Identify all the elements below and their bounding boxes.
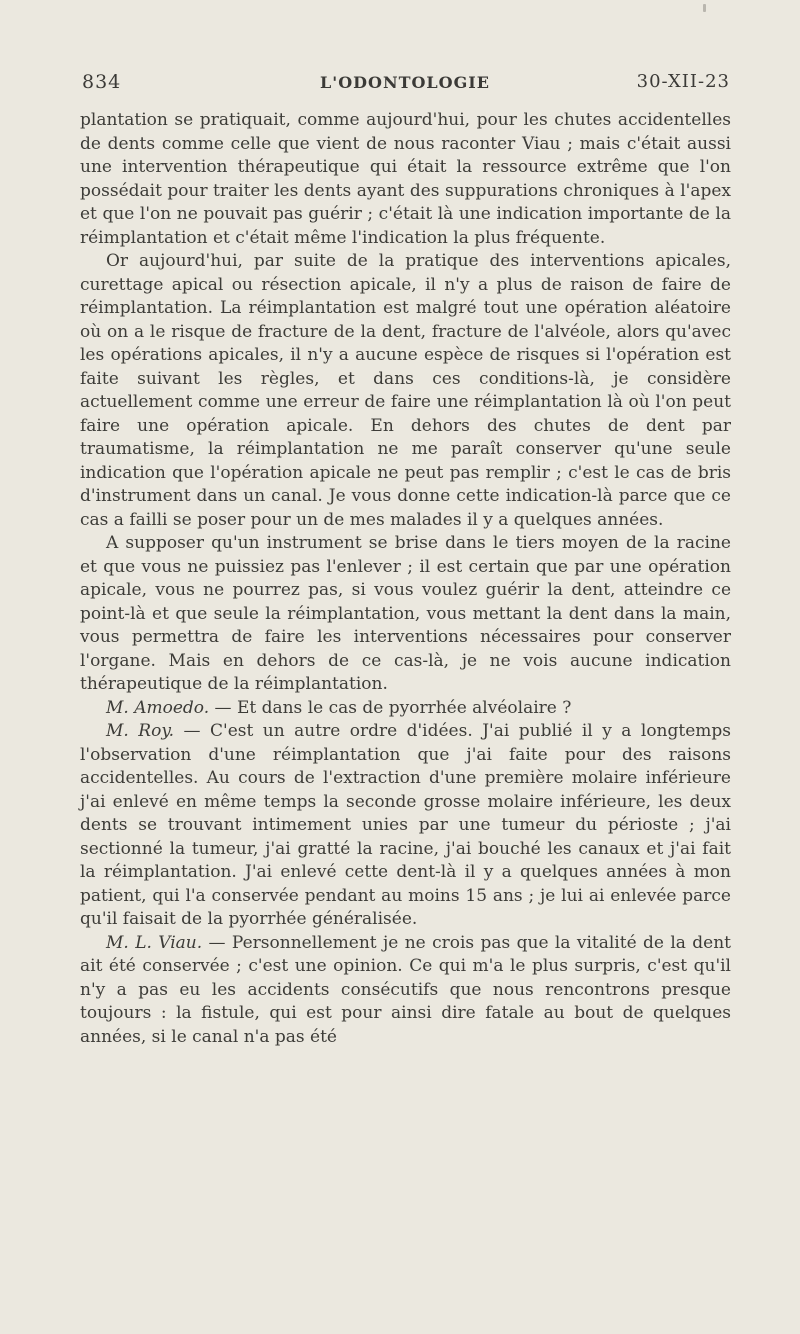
page-number: 834	[82, 71, 122, 93]
paragraph-5	[80, 720, 731, 932]
scan-speck	[703, 4, 706, 12]
paragraph-1	[80, 109, 731, 250]
paragraph-4	[80, 697, 731, 721]
paragraph-text: A supposer qu'un instrument se brise dans le tiers moyen de la racine et que vous ne puissiez pas l'enlever ; il est certain que par une opération apicale, vous ne pourrez pas, si vous voulez guérir la dent, atteindre ce point-là et que seule la réimplantation, vous mettant la dent dans la main, vous permettra de faire les interventions nécessaires pour conserver l'organe. Mais en dehors de ce cas-là, je ne vois aucune indication thérapeutique de la réimplantation.	[80, 533, 731, 694]
paragraph-text: — C'est un autre ordre d'idées. J'ai publié il y a longtemps l'observation d'une réimplantation que j'ai faite pour des raisons accidentelles. Au cours de l'extraction d'une première molaire inférieure j'ai enlevé en même temps la seconde grosse molaire inférieure, les deux dents se trouvant intimement unies par une tumeur du périoste ; j'ai sectionné la tumeur, j'ai gratté la racine, j'ai bouché les canaux et j'ai fait la réimplantation. J'ai enlevé cette dent-là il y a quelques années à mon patient, qui l'a conservée pendant au moins 15 ans ; je lui ai enlevée parce qu'il faisait de la pyorrhée généralisée.	[80, 721, 732, 929]
paragraph-2	[80, 250, 731, 532]
paragraph-6	[80, 932, 731, 1050]
speaker-name: M. Roy.	[106, 721, 175, 741]
paragraph-text: — Personnellement je ne crois pas que la vitalité de la dent ait été conservée ; c'est une opinion. Ce qui m'a le plus surpris, c'est qu'il n'y a pas eu les accidents consécutifs que nous rencontrons presque toujours : la fistule, qui est pour ainsi dire fatale au bout de quelques années, si le canal n'a pas été	[80, 932, 731, 1047]
paragraph-text: Or aujourd'hui, par suite de la pratique des interventions apicales, curettage apical ou résection apicale, il n'y a plus de raison de faire de réimplantation. La réimplantation est malgré tout une opération aléatoire où on a le risque de fracture de la dent, fracture de l'alvéole, alors qu'avec les opérations apicales, il n'y a aucune espèce de risques si l'opération est faite suivant les règles, et dans ces conditions-là, je considère actuellement comme une erreur de faire une réimplantation là où l'on peut faire une opération apicale. En dehors des chutes de dent par traumatisme, la réimplantation ne me paraît conserver qu'une seule indication que l'opération apicale ne peut pas remplir ; c'est le cas de bris d'instrument dans un canal. Je vous donne cette indication-là parce que ce cas a failli se poser pour un de mes malades il y a quelques années.	[80, 251, 731, 530]
speaker-name: M. Amoedo.	[106, 697, 210, 718]
running-header	[80, 71, 730, 101]
journal-title: L'ODONTOLOGIE	[320, 73, 490, 92]
body-text	[80, 109, 731, 1049]
speaker-name: M. L. Viau.	[106, 932, 203, 953]
paragraph-text: plantation se pratiquait, comme aujourd'hui, pour les chutes accidentelles de dents comme celle que vient de nous raconter Viau ; mais c'était aussi une intervention thérapeutique qui était la ressource extrême que l'on possédait pour traiter les dents ayant des suppurations chroniques à l'apex et que l'on ne pouvait pas guérir ; c'était là une indication importante de la réimplantation et c'était même l'indication la plus fréquente.	[80, 110, 731, 248]
paragraph-3	[80, 532, 731, 697]
paragraph-text: — Et dans le cas de pyorrhée alvéolaire ?	[209, 697, 572, 718]
issue-date: 30-XII-23	[636, 71, 730, 92]
